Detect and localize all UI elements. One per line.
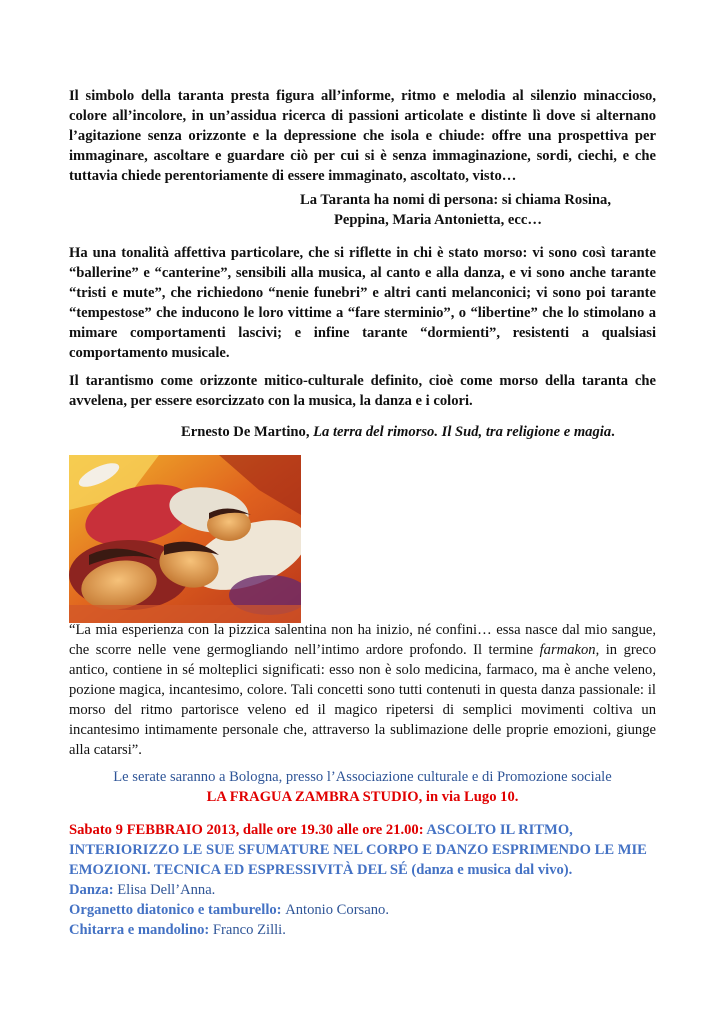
event-title-3: EMOZIONI. TECNICA ED ESPRESSIVITÀ DEL SÉ (danza e musica dal vivo). <box>69 862 573 878</box>
attribution-author: Ernesto De Martino, <box>181 424 314 440</box>
tarantism-paragraph: Il tarantismo come orizzonte mitico-culturale definito, cioè come morso della taranta che avvelena, per essere esorcizzato con la musica, la danza e i colori. <box>69 373 656 409</box>
event-title-1: ASCOLTO IL RITMO, <box>426 822 573 838</box>
affective-tone-paragraph: Ha una tonalità affettiva particolare, che si riflette in chi è stato morso: vi sono così tarante “ballerine” e “canterine”, sensibili alla musica, al canto e alla danza, e vi sono anche tarante “tristi e mute”, che richiedono “nenie funebri” e altri canti melanconici; vi sono poi tarante “tempestose” che inducono le loro vittime a “fare sterminio”, o “libertine” che lo stimolano a mimare comportamenti lascivi; e infine tarante “dormienti”, resistenti a qualsiasi comportamento musicale. <box>69 245 656 361</box>
event-info <box>69 820 669 940</box>
credit-dance <box>69 880 669 900</box>
event-date: Sabato 9 FEBBRAIO 2013, dalle ore 19.30 alle ore 21.00: <box>69 822 427 838</box>
venue-line-1: Le serate saranno a Bologna, presso l’Associazione culturale e di Promozione sociale <box>113 769 612 785</box>
credit-role: Danza: <box>69 882 118 898</box>
event-line-1 <box>69 820 669 840</box>
quote-attribution <box>181 424 615 441</box>
credit-name: Franco Zilli. <box>212 922 286 938</box>
taranta-names <box>300 190 660 230</box>
credit-role: Organetto diatonico e tamburello: <box>69 902 286 918</box>
testimony-farmakon: farmakon <box>539 642 596 658</box>
credit-name: Antonio Corsano. <box>285 902 389 918</box>
names-line-2: Peppina, Maria Antonietta, ecc… <box>334 212 542 228</box>
credit-role: Chitarra e mandolino: <box>69 922 213 938</box>
testimony-part-2: , in greco antico, contiene in sé molteplici significati: esso non è solo medicina, farmaco, ma è anche veleno, pozione magica, incantesimo, colore. Tali concetti sono tutti contenuti in questa danza passionale: il morso del ritmo partorisce veleno ed il magico ripetersi di semplici movimenti coltiva un incantesimo intimamente personale che, attraverso la sublimazione delle proprie emozioni, giunge alla catarsi”. <box>69 642 656 758</box>
testimony-paragraph <box>69 620 656 760</box>
attribution-book-title: La terra del rimorso. Il Sud, tra religione e magia <box>313 424 612 440</box>
intro-paragraph: Il simbolo della taranta presta figura all’informe, ritmo e melodia al silenzio minaccioso, colore all’incolore, in un’assidua ricerca di passioni articolate e distinte lì dove si alternano l’agitazione senza orizzonte e la depressione che isola e chiude: offre una prospettiva per immaginare, ascoltare e guardare ciò per cui si è senza immaginazione, sordi, ciechi, e che tuttavia chiede perentoriamente di essere immaginato, ascoltato, visto… <box>69 88 656 184</box>
names-line-1: La Taranta ha nomi di persona: si chiama Rosina, <box>300 192 611 208</box>
credit-guitar <box>69 920 669 940</box>
event-title-2: INTERIORIZZO LE SUE SFUMATURE NEL CORPO E DANZO ESPRIMENDO LE MIE <box>69 842 647 858</box>
venue-line-2: LA FRAGUA ZAMBRA STUDIO, in via Lugo 10. <box>206 789 519 805</box>
testimony-part-1: “La mia esperienza con la pizzica salentina non ha inizio, né confini… essa nasce dal mio sangue, che scorre nelle vene germogliando nell’intimo ardore profondo. Il termine <box>69 622 656 658</box>
credit-organetto <box>69 900 669 920</box>
attribution-end: . <box>611 424 615 440</box>
venue-info <box>69 767 656 807</box>
credit-name: Elisa Dell’Anna. <box>117 882 216 898</box>
taranta-painting-image <box>69 455 301 623</box>
